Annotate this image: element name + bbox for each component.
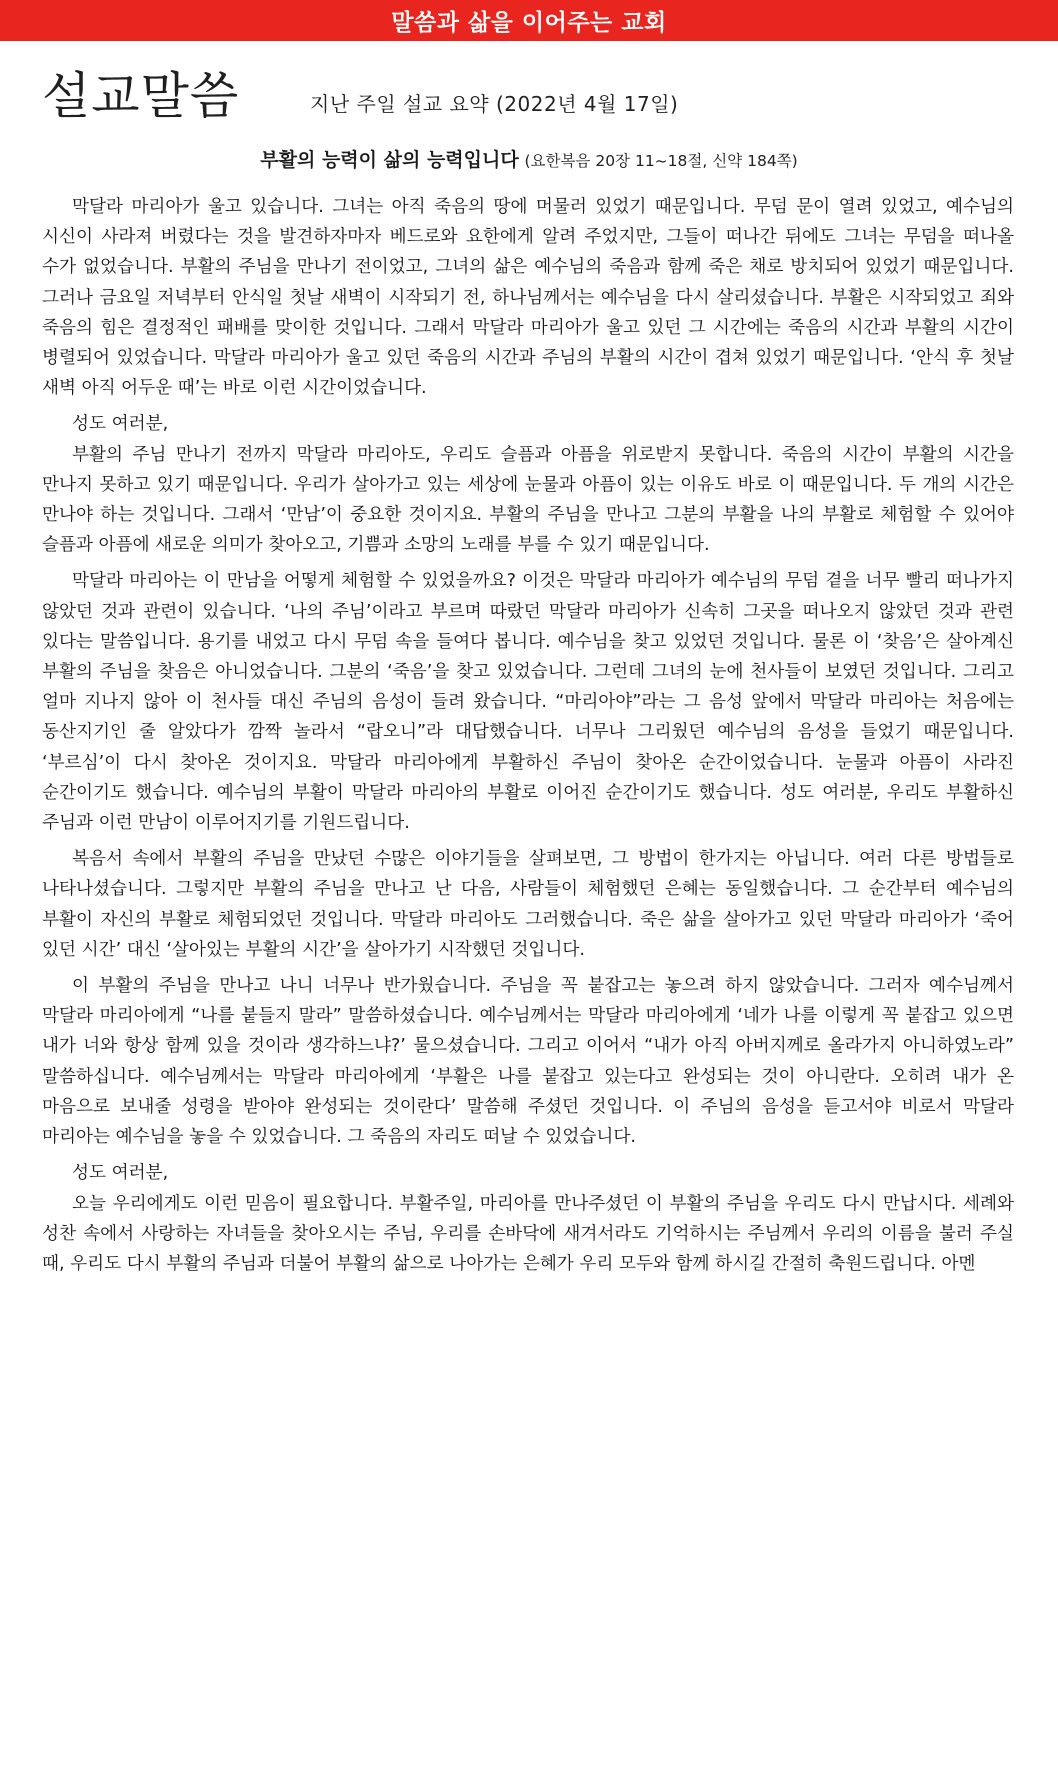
page-title: 설교말씀: [42, 67, 240, 125]
body-paragraph: 오늘 우리에게도 이런 믿음이 필요합니다. 부활주일, 마리아를 만나주셨던 이 부활의 주님을 우리도 다시 만납시다. 세례와 성찬 속에서 사랑하는 자녀들을 찾아오시는 주님, 우리를 손바닥에 새겨서라도 기억하시는 주님께서 우리의 이름을 불러 주실 때, 우리도 다시 부활의 주님과 더불어 부활의 삶으로 나아가는 은혜가 우리 모두와 함께 하시길 간절히 축원드립니다. 아멘: [42, 1193, 1014, 1274]
sermon-heading: [0, 145, 1058, 176]
body-paragraph: 이 부활의 주님을 만나고 나니 너무나 반가웠습니다. 주님을 꼭 붙잡고는 놓으려 하지 않았습니다. 그러자 예수님께서 막달라 마리아에게 “나를 붙들지 말라” 말씀하셨습니다. 예수님께서는 막달라 마리아에게 ‘네가 나를 이렇게 꼭 붙잡고 있으면 내가 너와 항상 함께 있을 것이라 생각하느냐?’ 물으셨습니다. 그리고 이어서 “내가 아직 아버지께로 올라가지 아니하였노라” 말씀하십니다. 예수님께서는 막달라 마리아에게 ‘부활은 나를 붙잡고 있는다고 완성되는 것이 아니란다. 오히려 내가 온 마음으로 보내줄 성령을 받아야 완성되는 것이란다’ 말씀해 주셨던 것입니다. 이 주님의 음성을 듣고서야 비로서 막달라 마리아는 예수님을 놓을 수 있었습니다. 그 죽음의 자리도 떠날 수 있었습니다.: [42, 976, 1014, 1148]
body-paragraph: 부활의 주님 만나기 전까지 막달라 마리아도, 우리도 슬픔과 아픔을 위로받지 못합니다. 죽음의 시간이 부활의 시간을 만나지 못하고 있기 때문입니다. 우리가 살아가고 있는 세상에 눈물과 아픔이 있는 이유도 바로 이 때문입니다. 두 개의 시간은 만나야 하는 것입니다. 그래서 ‘만남’이 중요한 것이지요. 부활의 주님을 만나고 그분의 부활을 나의 부활로 체험할 수 있어야 슬픔과 아픔에 새로운 의미가 찾아오고, 기쁨과 소망의 노래를 부를 수 있기 때문입니다.: [42, 444, 1014, 556]
body-paragraph: 막달라 마리아가 울고 있습니다. 그녀는 아직 죽음의 땅에 머물러 있었기 때문입니다. 무덤 문이 열려 있었고, 예수님의 시신이 사라져 버렸다는 것을 발견하자마자 베드로와 요한에게 알려 주었지만, 그들이 떠나간 뒤에도 그녀는 무덤을 떠나올 수가 없었습니다. 부활의 주님을 만나기 전이었고, 그녀의 삶은 예수님의 죽음과 함께 죽은 채로 방치되어 있었기 때문입니다. 그러나 금요일 저녁부터 안식일 첫날 새벽이 시작되기 전, 하나님께서는 예수님을 다시 살리셨습니다. 부활은 시작되었고 죄와 죽음의 힘은 결정적인 패배를 맞이한 것입니다. 그래서 막달라 마리아가 울고 있던 그 시간에는 죽음의 시간과 부활의 시간이 병렬되어 있었습니다. 막달라 마리아가 울고 있던 죽음의 시간과 주님의 부활의 시간이 겹쳐 있었기 때문입니다. ‘안식 후 첫날 새벽 아직 어두운 때’는 바로 이런 시간이었습니다.: [42, 197, 1014, 399]
banner-text: 말씀과 삶을 이어주는 교회: [391, 10, 667, 36]
greeting-line: 성도 여러분,: [72, 1163, 169, 1184]
greeting-line: 성도 여러분,: [72, 414, 169, 435]
page-subtitle: 지난 주일 설교 요약 (2022년 4월 17일): [310, 92, 679, 116]
page-header: [42, 64, 1022, 134]
church-banner: [0, 0, 1058, 41]
scripture-reference: (요한복음 20장 11~18절, 신약 184쪽): [524, 152, 798, 170]
body-paragraph: 복음서 속에서 부활의 주님을 만났던 수많은 이야기들을 살펴보면, 그 방법이 한가지는 아닙니다. 여러 다른 방법들로 나타나셨습니다. 그렇지만 부활의 주님을 만나고 난 다음, 사람들이 체험했던 은혜는 동일했습니다. 그 순간부터 예수님의 부활이 자신의 부활로 체험되었던 것입니다. 막달라 마리아도 그러했습니다. 죽은 삶을 살아가고 있던 막달라 마리아가 ‘죽어 있던 시간’ 대신 ‘살아있는 부활의 시간’을 살아가기 시작했던 것입니다.: [42, 849, 1014, 960]
sermon-title: 부활의 능력이 삶의 능력입니다: [260, 149, 519, 171]
sermon-body: [42, 192, 1014, 1285]
body-paragraph: 막달라 마리아는 이 만남을 어떻게 체험할 수 있었을까요? 이것은 막달라 마리아가 예수님의 무덤 곁을 너무 빨리 떠나가지 않았던 것과 관련이 있습니다. ‘나의 주님’이라고 부르며 따랐던 막달라 마리아가 신속히 그곳을 떠나오지 않았던 것과 관련 있다는 말씀입니다. 용기를 내었고 다시 무덤 속을 들여다 봅니다. 예수님을 찾고 있었던 것입니다. 물론 이 ‘찾음’은 살아계신 부활의 주님을 찾음은 아니었습니다. 그분의 ‘죽음’을 찾고 있었습니다. 그런데 그녀의 눈에 천사들이 보였던 것입니다. 그리고 얼마 지나지 않아 이 천사들 대신 주님의 음성이 들려 왔습니다. “마리아야”라는 그 음성 앞에서 막달라 마리아는 처음에는 동산지기인 줄 알았다가 깜짝 놀라서 “랍오니”라 대답했습니다. 너무나 그리웠던 예수님의 음성을 들었기 때문입니다. ‘부르심’이 다시 찾아온 것이지요. 막달라 마리아에게 부활하신 주님이 찾아온 순간이었습니다. 눈물과 아픔이 사라진 순간이기도 했습니다. 예수님의 부활이 막달라 마리아의 부활로 이어진 순간이기도 했습니다. 성도 여러분, 우리도 부활하신 주님과 이런 만남이 이루어지기를 기원드립니다.: [42, 571, 1014, 834]
